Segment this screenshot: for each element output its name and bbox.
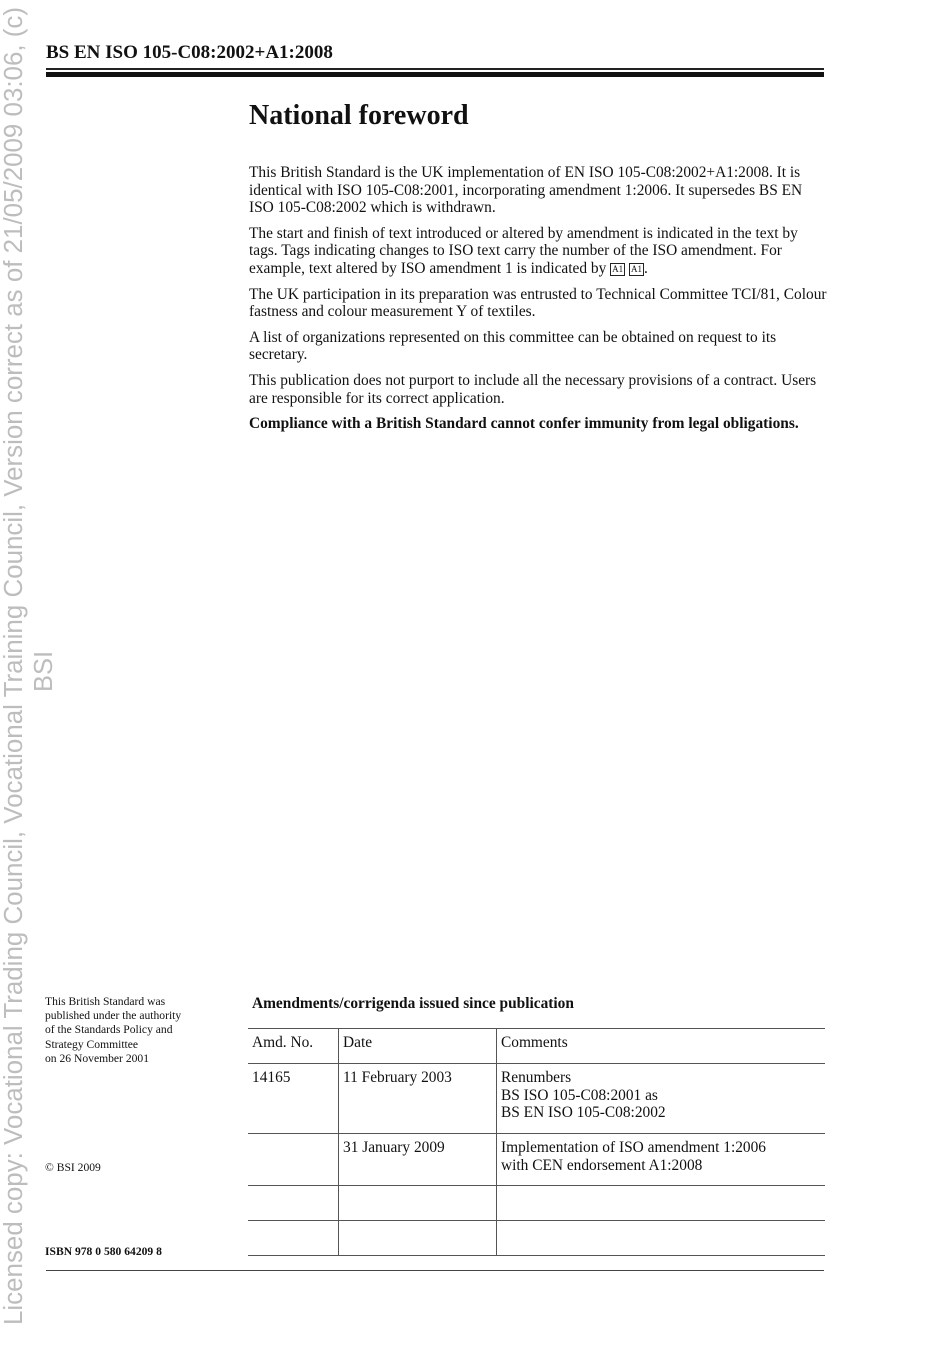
column-header-date: Date [339, 1029, 497, 1064]
empty-cell [248, 1221, 339, 1256]
empty-table-row [248, 1186, 825, 1221]
page-title: National foreword [249, 100, 469, 131]
foreword-paragraph: This publication does not purport to include all the necessary provisions of a contract. Users are responsible for its correct application. [249, 371, 817, 407]
watermark-line-1: Licensed copy: Vocational Trading Council, Vocational Training Council, Version correct as of 21/05/2009 03:06, (c) [0, 27, 28, 1325]
amd-no-cell [248, 1134, 339, 1186]
compliance-statement: Compliance with a British Standard cannot confer immunity from legal obligations. [249, 415, 799, 433]
foreword-paragraph: A list of organizations represented on this committee can be obtained on request to its secretary. [249, 328, 777, 364]
table-row [248, 1064, 825, 1134]
foreword-paragraph-tags: The start and finish of text introduced or altered by amendment is indicated in the text by tags. Tags indicating changes to ISO text carry the number of the ISO amendment. For example, text altered by ISO amendment 1 is indicated by A1 A1 . [249, 224, 798, 277]
empty-cell [497, 1186, 826, 1221]
empty-cell [248, 1186, 339, 1221]
empty-cell [339, 1221, 497, 1256]
comments-cell [497, 1134, 826, 1186]
column-header-comments: Comments [497, 1029, 826, 1064]
empty-table-row [248, 1221, 825, 1256]
comment-line: with CEN endorsement A1:2008 [501, 1156, 703, 1174]
publication-note-line: of the Standards Policy and [45, 1023, 173, 1037]
date-cell: 11 February 2003 [339, 1064, 497, 1134]
foreword-paragraph: This British Standard is the UK implementation of EN ISO 105-C08:2002+A1:2008. It is identical with ISO 105-C08:2001, incorporating amendment 1:2006. It supersedes BS EN ISO 105-C08:2002 which is withdrawn. [249, 164, 803, 217]
watermark-graphic [0, 0, 60, 1345]
publication-note-line: published under the authority [45, 1009, 182, 1023]
publication-note-line: This British Standard was [45, 995, 166, 1008]
watermark-line-2: BSI [30, 650, 58, 692]
foreword-body [249, 164, 827, 441]
foreword-paragraph: The UK participation in its preparation was entrusted to Technical Committee TCI/81, Colour fastness and colour measurement Y of textiles. [249, 285, 827, 321]
copyright-notice: © BSI 2009 [45, 1161, 101, 1174]
header-rule-thin [46, 68, 824, 70]
column-header-amd-no: Amd. No. [248, 1029, 339, 1064]
comment-line: BS ISO 105-C08:2001 as [501, 1086, 658, 1104]
footer-rule [46, 1270, 824, 1271]
empty-cell [497, 1221, 826, 1256]
publication-note-line: on 26 November 2001 [45, 1051, 150, 1065]
amd-no-cell: 14165 [248, 1064, 339, 1134]
comment-line: BS EN ISO 105-C08:2002 [501, 1104, 666, 1122]
comment-line: Implementation of ISO amendment 1:2006 [501, 1139, 767, 1156]
publication-note-line: Strategy Committee [45, 1037, 139, 1051]
comment-line: Renumbers [501, 1069, 572, 1086]
isbn: ISBN 978 0 580 64209 8 [45, 1245, 162, 1258]
header-rule-thick [46, 72, 824, 77]
date-cell: 31 January 2009 [339, 1134, 497, 1186]
document-designation: BS EN ISO 105-C08:2002+A1:2008 [46, 42, 333, 63]
comments-cell [497, 1064, 826, 1134]
amendment-tag-open: A1 [612, 263, 624, 274]
table-header-row [248, 1029, 825, 1064]
foreword-paragraph-text: The start and finish of text introduced or altered by amendment is indicated in the text by tags. Tags indicating changes to ISO text carry the number of the ISO amendment. For example, text altered by ISO amendment 1 is indicated by [249, 224, 798, 277]
publication-note [45, 995, 235, 1066]
licensed-copy-watermark [0, 0, 60, 1345]
amendments-title: Amendments/corrigenda issued since publication [252, 995, 574, 1012]
empty-cell [339, 1186, 497, 1221]
table-row [248, 1134, 825, 1186]
amendment-tag-close: A1 [631, 263, 643, 274]
amendments-table [248, 1028, 825, 1256]
